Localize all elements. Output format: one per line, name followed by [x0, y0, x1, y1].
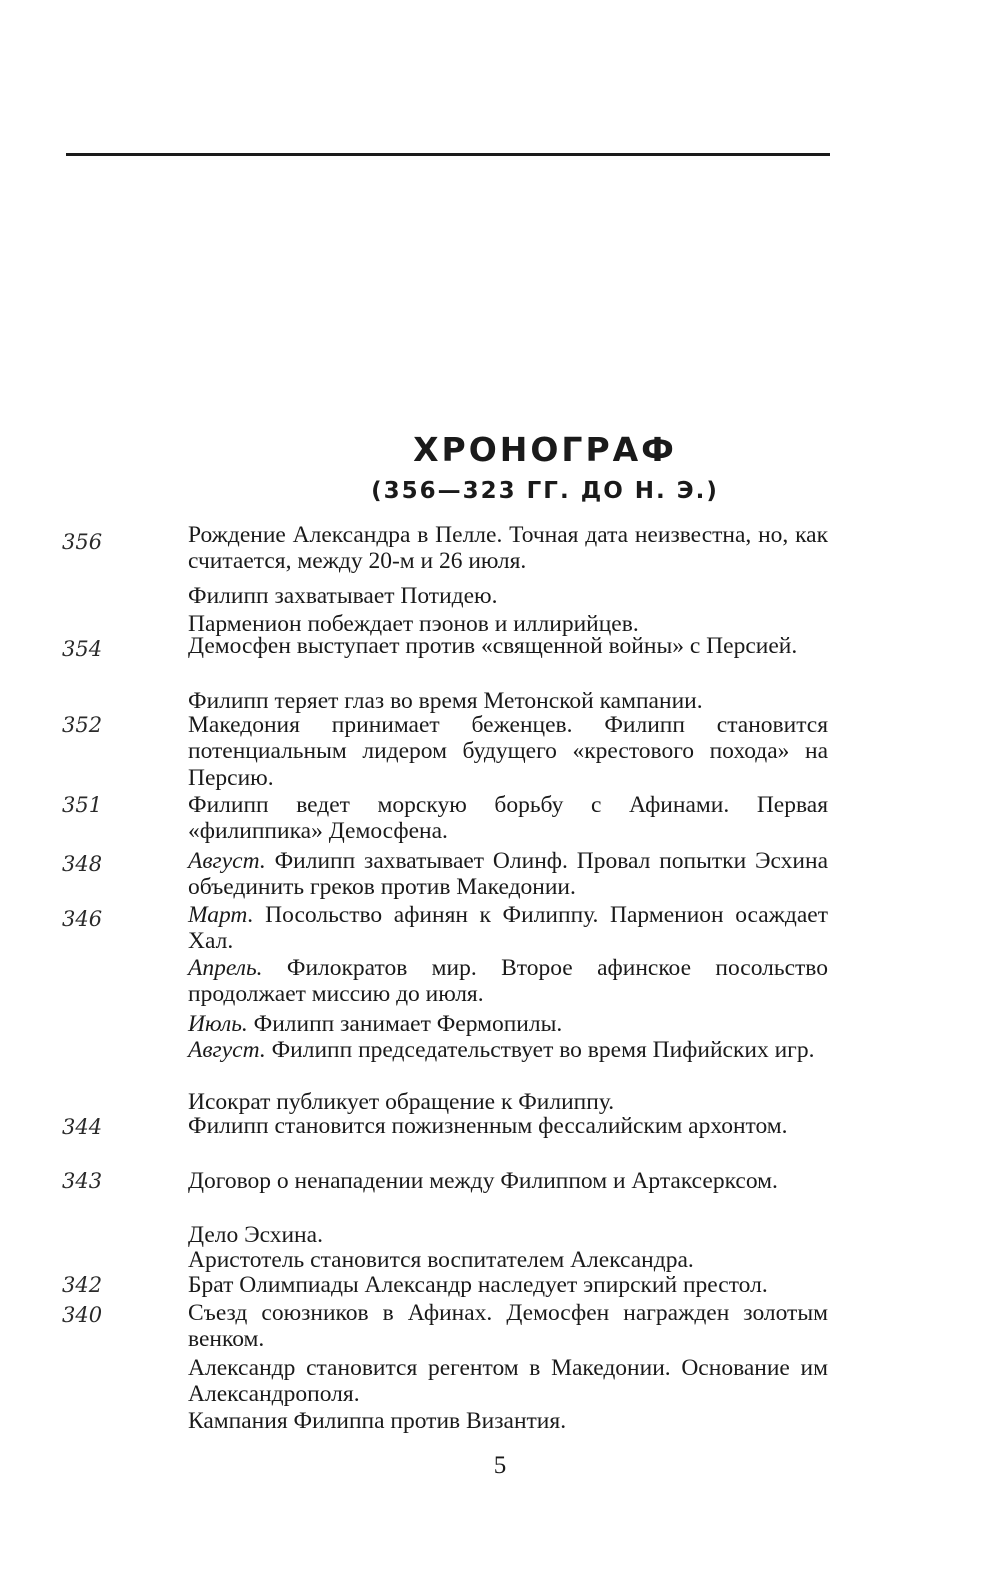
entry-body: Демосфен выступает против «священной войны» с Персией. — [188, 633, 798, 659]
entry-year: 356 — [62, 530, 103, 554]
entry-body: Брат Олимпиады Александр наследует эпирский престол. — [188, 1272, 768, 1298]
entry-body: Исократ публикует обращение к Филиппу. — [188, 1089, 615, 1115]
month-label: Август. — [188, 1037, 266, 1063]
entry-year: 344 — [62, 1115, 103, 1139]
entry-year: 352 — [62, 713, 103, 737]
entry-body: Филократов мир. Второе афинское посольство продолжает миссию до июля. — [188, 955, 828, 1008]
entry-text — [188, 1113, 828, 1139]
page-number: 5 — [493, 1452, 507, 1479]
entry-body: Филипп занимает Фермопилы. — [247, 1011, 563, 1037]
month-label: Апрель. — [188, 955, 263, 981]
entry-text — [188, 1247, 828, 1273]
entry-text — [188, 1089, 828, 1115]
entry-text — [188, 1272, 828, 1298]
entry-body: Кампания Филиппа против Византия. — [188, 1408, 567, 1434]
entry-text — [188, 902, 828, 955]
entry-year: 348 — [62, 852, 103, 876]
entry-body: Филипп ведет морскую борьбу с Афинами. Первая «филиппика» Демосфена. — [188, 792, 828, 845]
entry-body: Александр становится регентом в Македонии. Основание им Александрополя. — [188, 1355, 828, 1408]
entry-text — [188, 712, 828, 791]
page-subtitle: (356—323 ГГ. ДО Н. Э.) — [371, 478, 719, 504]
entry-body: Парменион побеждает пэонов и иллирийцев. — [188, 611, 639, 637]
entry-text — [188, 1037, 828, 1063]
entry-body: Договор о ненападении между Филиппом и Артаксерксом. — [188, 1168, 778, 1194]
top-rule — [66, 153, 830, 156]
entry-body: Филипп становится пожизненным фессалийским архонтом. — [188, 1113, 788, 1139]
entry-body: Филипп председательствует во время Пифийских игр. — [265, 1037, 815, 1063]
entry-text — [188, 633, 828, 659]
entry-body: Филипп захватывает Потидею. — [188, 583, 498, 609]
entry-body: Посольство афинян к Филиппу. Парменион осаждает Хал. — [188, 902, 828, 955]
entry-year: 351 — [62, 793, 103, 817]
entry-text — [188, 522, 828, 575]
entry-body: Македония принимает беженцев. Филипп становится потенциальным лидером будущего «крестового похода» на Персию. — [188, 712, 828, 791]
entry-body: Дело Эсхина. — [188, 1222, 323, 1248]
entry-body: Аристотель становится воспитателем Александра. — [188, 1247, 694, 1273]
entry-text — [188, 1168, 828, 1194]
entry-text — [188, 583, 828, 609]
entry-text — [188, 955, 828, 1008]
page-title: ХРОНОГРАФ — [413, 430, 677, 469]
entry-year: 346 — [62, 907, 103, 931]
entry-text — [188, 1355, 828, 1408]
entry-text — [188, 1222, 828, 1248]
month-label: Июль. — [188, 1011, 248, 1037]
month-label: Август. — [188, 848, 266, 874]
entry-body: Съезд союзников в Афинах. Демосфен награжден золотым венком. — [188, 1300, 828, 1353]
entry-text — [188, 848, 828, 901]
entry-body: Филипп захватывает Олинф. Провал попытки Эсхина объединить греков против Македонии. — [188, 848, 828, 901]
entry-text — [188, 1408, 828, 1434]
entry-year: 343 — [62, 1169, 103, 1193]
entry-year: 354 — [62, 637, 103, 661]
entry-text — [188, 1011, 828, 1037]
entry-text — [188, 1300, 828, 1353]
entry-text — [188, 792, 828, 845]
entry-text — [188, 688, 828, 714]
entry-body: Филипп теряет глаз во время Метонской кампании. — [188, 688, 703, 714]
month-label: Март. — [188, 902, 254, 928]
entry-year: 342 — [62, 1273, 103, 1297]
entry-body: Рождение Александра в Пелле. Точная дата неизвестна, но, как считается, между 20-м и 26 июля. — [188, 522, 828, 575]
entry-year: 340 — [62, 1303, 103, 1327]
